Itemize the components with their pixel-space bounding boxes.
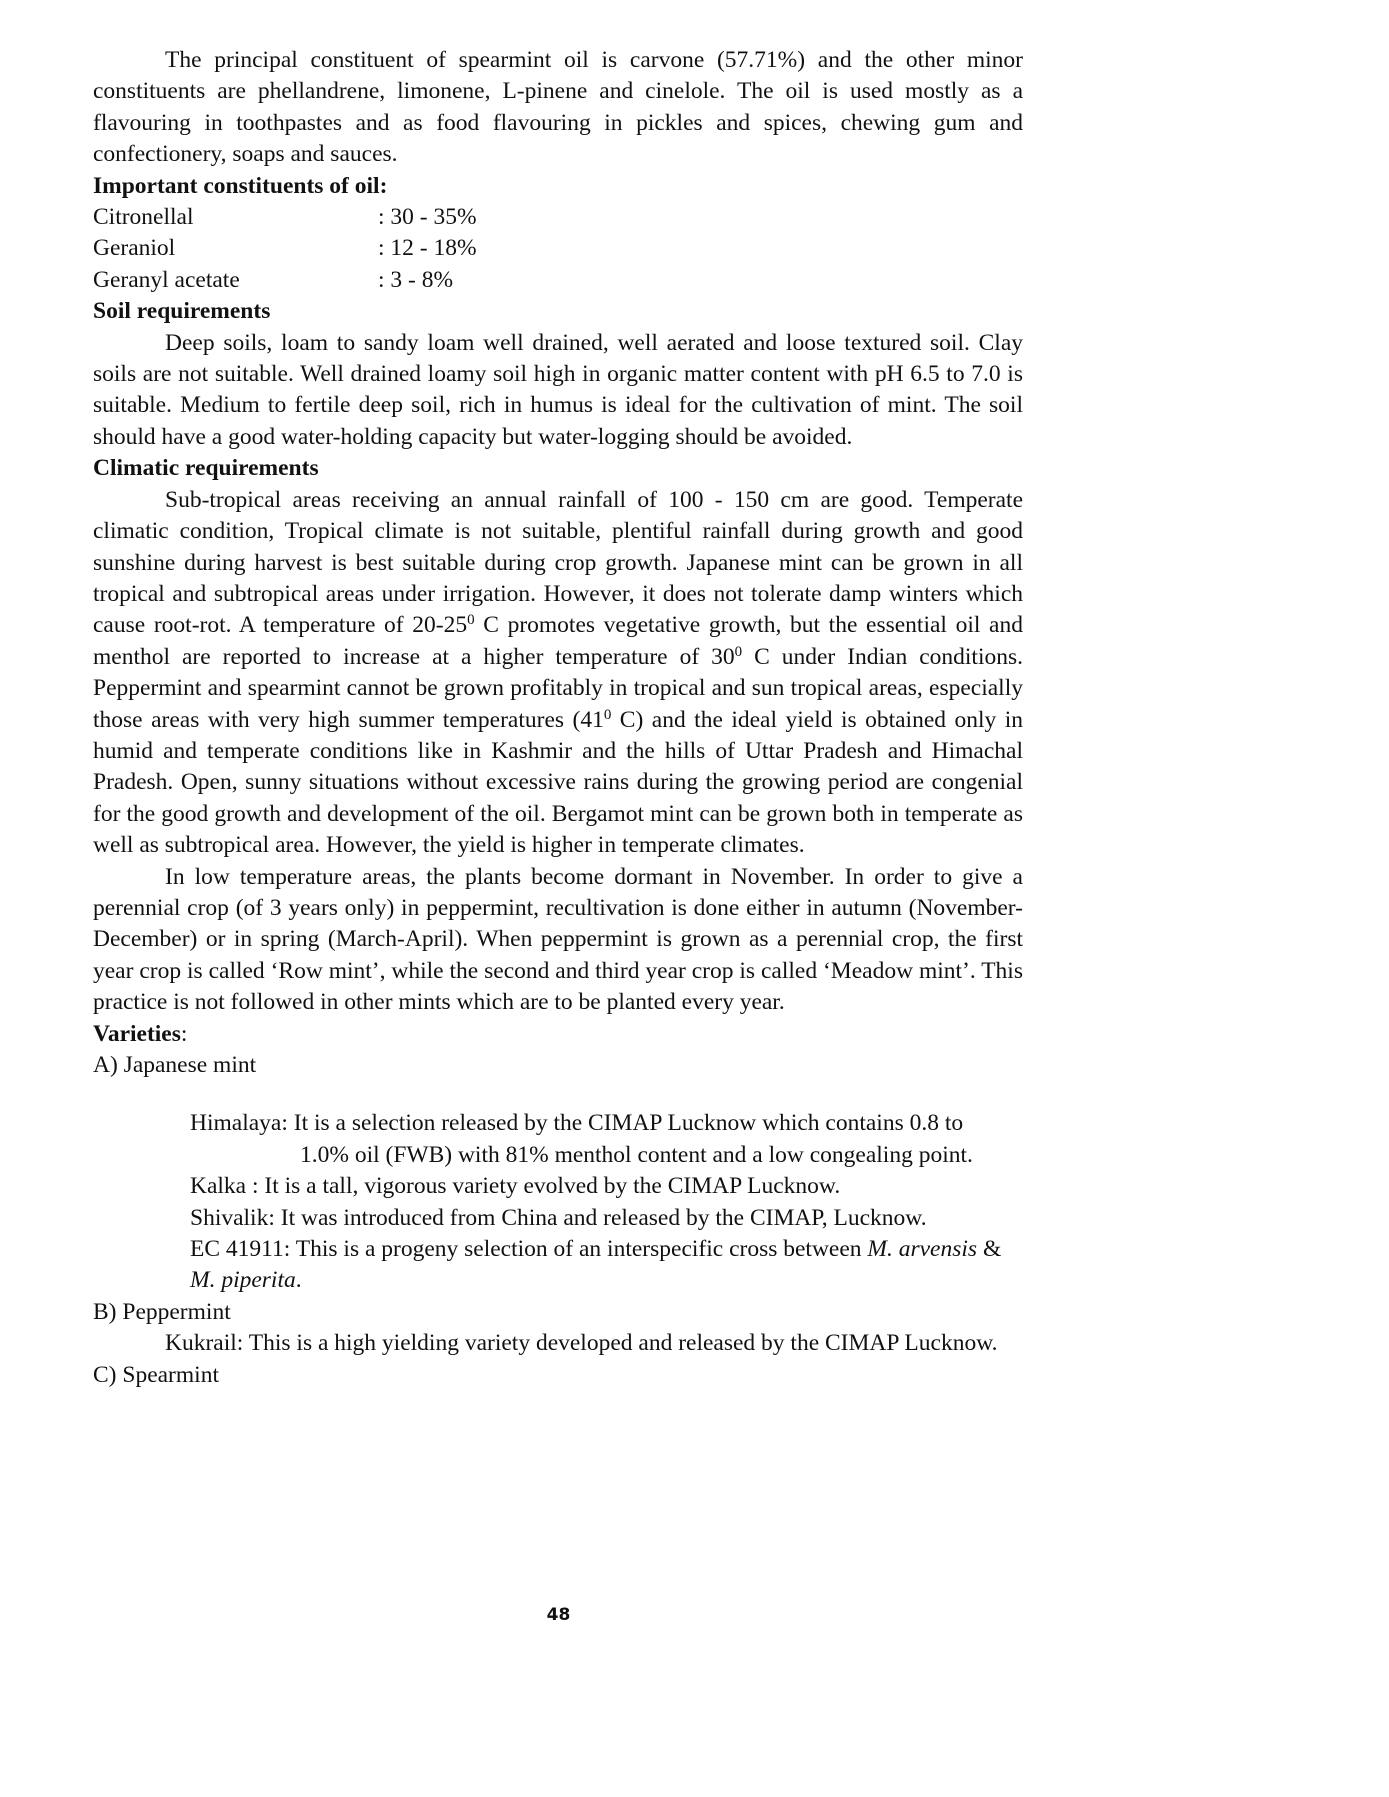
constituents-heading: Important constituents of oil:: [93, 172, 388, 199]
degree-mark: 0: [603, 706, 612, 723]
variety-text: &: [977, 1236, 1002, 1263]
constituent-row: [93, 202, 1023, 233]
varieties-heading: [93, 1019, 1023, 1050]
species-name: M. arvensis: [867, 1236, 978, 1263]
variety-shivalik: Shivalik: It was introduced from China and released by the CIMAP, Lucknow.: [190, 1204, 927, 1231]
climate-text: Sub-tropical areas receiving an annual rainfall of 100 - 150 cm are good. Temperate climatic condition, Tropical climate is not suitable, plentiful rainfall during growth and good sunshine during harvest is best suitable during crop growth. Japanese mint can be grown in all tropical and subtropical areas under irrigation. However, it does not tolerate damp winters which cause root-rot. A temperature of 20-25: [93, 486, 1023, 639]
constituent-row: [93, 233, 1023, 264]
degree-mark: 0: [734, 643, 743, 660]
variety-ec41911: [190, 1234, 1023, 1265]
constituent-value: : 30 - 35%: [378, 204, 477, 231]
variety-text: EC 41911: This is a progeny selection of an interspecific cross between: [190, 1236, 868, 1263]
constituent-row: [93, 265, 1023, 296]
intro-paragraph: The principal constituent of spearmint oil is carvone (57.71%) and the other minor constituents are phellandrene, limonene, L-pinene and cinelole. The oil is used mostly as a flavouring in toothpastes and as food flavouring in pickles and spices, chewing gum and confectionery, soaps and sauces.: [93, 47, 1023, 168]
soil-paragraph: Deep soils, loam to sandy loam well drained, well aerated and loose textured soil. Clay soils are not suitable. Well drained loamy soil high in organic matter content with pH 6.5 to 7.0 is suitable. Medium to fertile deep soil, rich in humus is ideal for the cultivation of mint. The soil should have a good water-holding capacity but water-logging should be avoided.: [93, 329, 1023, 450]
varieties-colon: :: [180, 1020, 188, 1047]
species-name: M. piperita: [190, 1267, 296, 1294]
variety-ec41911-continued: [190, 1265, 1023, 1296]
constituent-name: Geraniol: [93, 235, 176, 262]
degree-mark: 0: [467, 612, 475, 629]
japanese-mint-varieties: [93, 1108, 1023, 1296]
climate-text: C promotes vegetative growth, but the essential oil and menthol are reported to increase at a higher temperature of 30: [93, 612, 1023, 670]
soil-heading: Soil requirements: [93, 298, 271, 325]
constituent-value: : 3 - 8%: [378, 266, 454, 293]
variety-himalaya-continued: 1.0% oil (FWB) with 81% menthol content and a low congealing point.: [300, 1141, 973, 1168]
climate-paragraph-1: [93, 485, 1023, 862]
group-b-label: B) Peppermint: [93, 1298, 231, 1325]
group-c-label: C) Spearmint: [93, 1361, 219, 1388]
group-a-label: A) Japanese mint: [93, 1052, 257, 1078]
climate-text: C under Indian conditions. Peppermint and spearmint cannot be grown profitably in tropical and sun tropical areas, especially those areas with very high summer temperatures (41: [93, 643, 1023, 733]
variety-kalka: Kalka : It is a tall, vigorous variety evolved by the CIMAP Lucknow.: [190, 1173, 841, 1200]
variety-text: .: [295, 1267, 302, 1294]
constituent-name: Geranyl acetate: [93, 266, 240, 293]
constituent-value: : 12 - 18%: [378, 235, 477, 262]
variety-himalaya: Himalaya: It is a selection released by the CIMAP Lucknow which contains 0.8 to: [190, 1110, 964, 1137]
document-page: [93, 45, 1023, 1391]
climate-heading: Climatic requirements: [93, 455, 319, 482]
constituent-name: Citronellal: [93, 204, 194, 231]
varieties-heading-text: Varieties: [93, 1020, 181, 1047]
page-number: 48: [546, 1605, 571, 1625]
variety-kukrail: Kukrail: This is a high yielding variety developed and released by the CIMAP Lucknow.: [165, 1330, 998, 1357]
climate-paragraph-2: In low temperature areas, the plants become dormant in November. In order to give a perennial crop (of 3 years only) in peppermint, recultivation is done either in autumn (November-December) or in spring (March-April). When peppermint is grown as a perennial crop, the first year crop is called ‘Row mint’, while the second and third year crop is called ‘Meadow mint’. This practice is not followed in other mints which are to be planted every year.: [93, 863, 1023, 1016]
climate-text: C) and the ideal yield is obtained only in humid and temperate conditions like in Kashmir and the hills of Uttar Pradesh and Himachal Pradesh. Open, sunny situations without excessive rains during the growing period are congenial for the good growth and development of the oil. Bergamot mint can be grown both in temperate as well as subtropical area. However, the yield is higher in temperate climates.: [93, 706, 1023, 859]
